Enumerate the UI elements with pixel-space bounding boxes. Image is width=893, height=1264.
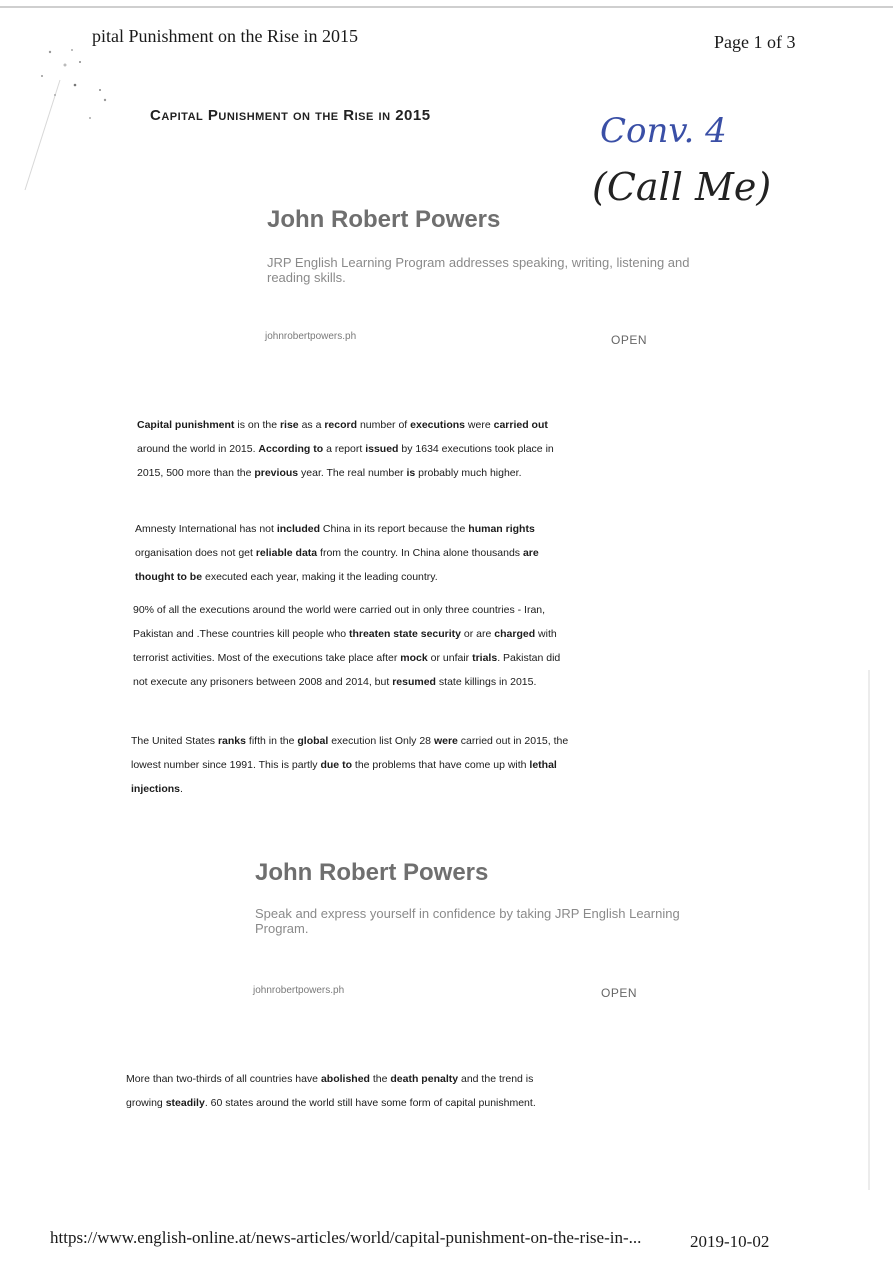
paragraph-text: year. The real number — [298, 467, 407, 479]
scan-top-edge — [0, 6, 893, 8]
highlighted-term: were — [433, 735, 458, 747]
paragraph-text: with terrorist activities. Most of the executions take place after — [133, 628, 557, 664]
article-paragraph — [133, 598, 573, 694]
paragraph-text: number of — [357, 419, 411, 431]
highlighted-term: According to — [258, 443, 324, 455]
ad-2-description: Speak and express yourself in confidence by taking JRP English Learning Program. — [255, 906, 680, 936]
highlighted-term: lethal injections — [131, 759, 557, 795]
highlighted-term: executions — [410, 419, 466, 431]
paragraph-text: fifth in the — [246, 735, 298, 747]
article-paragraph — [137, 413, 577, 485]
handwritten-note — [590, 100, 820, 220]
paragraph-text: from the country. In China alone thousands — [317, 547, 523, 559]
scan-speckles — [20, 40, 120, 200]
ad-1-url[interactable]: johnrobertpowers.ph — [265, 331, 357, 342]
paragraph-text: . Pakistan did not execute any prisoners between 2008 and 2014, but — [133, 652, 561, 688]
ad-1-open-button[interactable]: OPEN — [611, 333, 648, 347]
handwritten-note-line-2: (Call Me) — [592, 165, 772, 209]
highlighted-term: trials — [472, 652, 498, 664]
highlighted-term: abolished — [320, 1073, 370, 1085]
article-paragraph — [126, 1067, 566, 1115]
paragraph-text: a report — [323, 443, 366, 455]
paragraph-text: the problems that have come up with — [351, 759, 530, 771]
highlighted-term: included — [276, 523, 321, 535]
highlighted-term: human rights — [468, 523, 535, 535]
paragraph-text: Amnesty International has not — [135, 523, 277, 535]
paragraph-text: carried out in 2015, the lowest number since 1991. This is partly — [131, 735, 569, 771]
article-paragraph — [135, 517, 575, 589]
highlighted-term: charged — [494, 628, 536, 640]
paragraph-text: organisation does not get — [135, 547, 256, 559]
paragraph-text: by 1634 executions took place in 2015, 500 more than the — [137, 443, 554, 479]
ad-2-title[interactable]: John Robert Powers — [255, 859, 489, 886]
paragraph-text: is on the — [234, 419, 280, 431]
paragraph-text: were — [465, 419, 494, 431]
paragraph-text: the — [369, 1073, 391, 1085]
paragraph-text: or are — [461, 628, 495, 640]
article-paragraph — [131, 729, 571, 801]
paragraph-text: execution list Only 28 — [328, 735, 434, 747]
highlighted-term: previous — [254, 467, 299, 479]
paragraph-text: or unfair — [427, 652, 473, 664]
highlighted-term: ranks — [217, 735, 246, 747]
highlighted-term: is — [406, 467, 416, 479]
print-header-title: pital Punishment on the Rise in 2015 — [92, 26, 358, 46]
paragraph-text: China in its report because the — [320, 523, 469, 535]
ad-1-description: JRP English Learning Program addresses speaking, writing, listening and reading skills. — [267, 255, 690, 285]
scan-right-edge — [868, 670, 870, 1190]
paragraph-text: . — [180, 783, 183, 795]
highlighted-term: record — [324, 419, 358, 431]
print-footer-date: 2019-10-02 — [690, 1232, 770, 1251]
highlighted-term: death penalty — [390, 1073, 459, 1085]
paragraph-text: probably much higher. — [415, 467, 522, 479]
highlighted-term: mock — [400, 652, 428, 664]
highlighted-term: issued — [365, 443, 399, 455]
print-footer-url: https://www.english-online.at/news-articles/world/capital-punishment-on-the-rise-in-... — [50, 1228, 642, 1247]
highlighted-term: carried out — [493, 419, 548, 431]
paragraph-text: . 60 states around the world still have some form of capital punishment. — [204, 1097, 536, 1109]
paragraph-text: around the world in 2015. — [137, 443, 259, 455]
ad-2-open-button[interactable]: OPEN — [601, 986, 638, 1000]
print-page-number: Page 1 of 3 — [714, 32, 796, 52]
highlighted-term: Capital punishment — [137, 419, 235, 431]
paragraph-text: 90% of all the executions around the world were carried out in only three countries - Iran, Pakistan and .These countries kill people who — [133, 604, 546, 640]
highlighted-term: steadily — [165, 1097, 205, 1109]
highlighted-term: threaten state security — [348, 628, 462, 640]
highlighted-term: reliable data — [255, 547, 318, 559]
ad-2-url[interactable]: johnrobertpowers.ph — [253, 985, 345, 996]
paragraph-text: The United States — [131, 735, 218, 747]
paragraph-text: and the trend is growing — [126, 1073, 534, 1109]
highlighted-term: rise — [279, 419, 299, 431]
article-heading: Capital Punishment on the Rise in 2015 — [150, 107, 431, 124]
paragraph-text: state killings in 2015. — [435, 676, 537, 688]
paragraph-text: executed each year, making it the leading country. — [202, 571, 438, 583]
handwritten-note-line-1: Conv. 4 — [600, 111, 727, 151]
paragraph-text: as a — [298, 419, 325, 431]
highlighted-term: are thought to be — [135, 547, 539, 583]
paragraph-text: More than two-thirds of all countries have — [126, 1073, 321, 1085]
highlighted-term: due to — [320, 759, 352, 771]
highlighted-term: global — [297, 735, 329, 747]
ad-1-title[interactable]: John Robert Powers — [267, 206, 501, 233]
highlighted-term: resumed — [392, 676, 436, 688]
